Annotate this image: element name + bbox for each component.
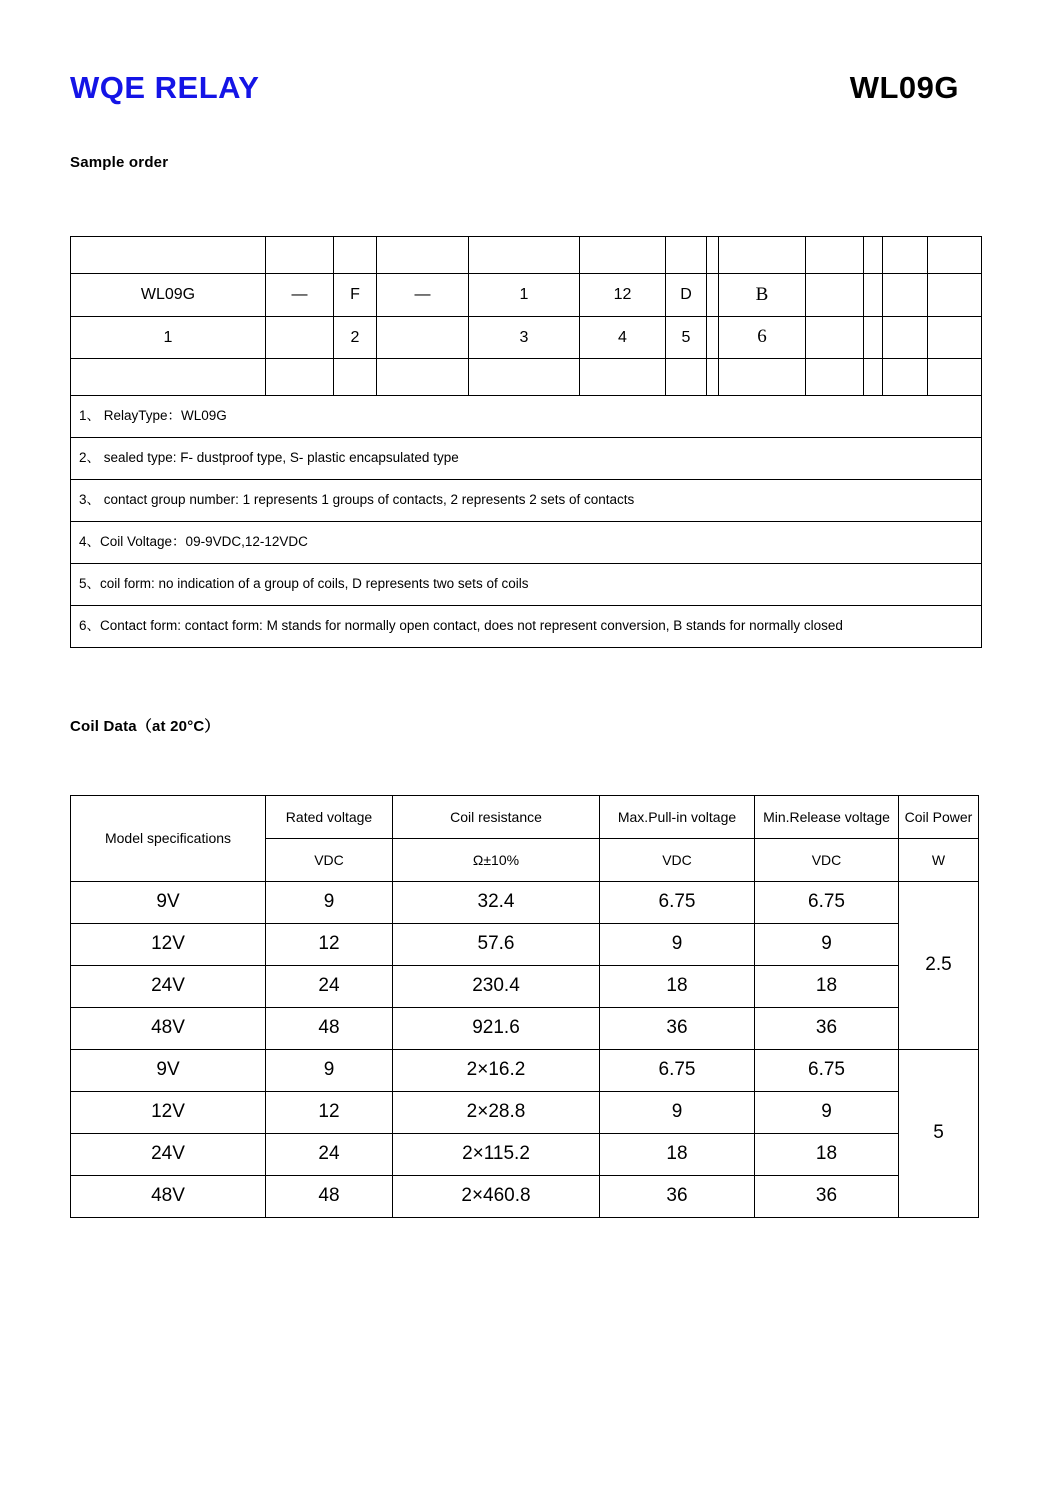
spacer-cell (469, 237, 580, 274)
header-rated-voltage: Rated voltage (266, 796, 393, 839)
cell-blank-1 (806, 274, 864, 317)
brand-title: WQE RELAY (70, 69, 260, 105)
spacer-cell (707, 359, 719, 396)
spacer-cell (707, 237, 719, 274)
spacer-cell (666, 359, 707, 396)
spacer-cell (719, 359, 806, 396)
spacer-cell (666, 237, 707, 274)
table-row-index (71, 317, 982, 359)
spacer-cell (266, 237, 334, 274)
cell-pullin: 6.75 (600, 882, 755, 924)
cell-pullin: 9 (600, 924, 755, 966)
cell-release: 36 (755, 1176, 899, 1218)
cell-coil-power: 2.5 (899, 882, 979, 1050)
cell-relay-type: WL09G (71, 274, 266, 317)
cell-release: 9 (755, 1092, 899, 1134)
table-row (71, 924, 979, 966)
table-row (71, 1008, 979, 1050)
spacer-cell (806, 359, 864, 396)
cell-model: 12V (71, 1092, 266, 1134)
note-row (71, 606, 982, 648)
cell-coil-power: 5 (899, 1050, 979, 1218)
cell-model: 9V (71, 882, 266, 924)
spacer-cell (864, 237, 883, 274)
cell-resistance: 921.6 (393, 1008, 600, 1050)
header-max-pullin-voltage: Max.Pull-in voltage (600, 796, 755, 839)
cell-release: 6.75 (755, 882, 899, 924)
table-row (71, 1050, 979, 1092)
cell-release: 9 (755, 924, 899, 966)
cell-blank-4 (928, 274, 982, 317)
spacer-cell (883, 359, 928, 396)
cell-release: 6.75 (755, 1050, 899, 1092)
index-blank-3 (883, 317, 928, 359)
model-number-title: WL09G (849, 69, 959, 105)
cell-dash-2: — (377, 274, 469, 317)
header-model-specifications: Model specifications (71, 796, 266, 882)
cell-rated: 12 (266, 924, 393, 966)
index-blank-4 (928, 317, 982, 359)
cell-pullin: 6.75 (600, 1050, 755, 1092)
cell-resistance: 230.4 (393, 966, 600, 1008)
table-row (71, 1134, 979, 1176)
note-item-6: 6、Contact form: contact form: M stands for normally open contact, does not represent conversion, B stands for normally closed (71, 606, 982, 648)
spacer-cell (71, 359, 266, 396)
table-row (71, 1176, 979, 1218)
cell-coil-form: D (666, 274, 707, 317)
note-row (71, 438, 982, 480)
cell-resistance: 57.6 (393, 924, 600, 966)
coil-data-heading: Coil Data（at 20°C） (70, 718, 220, 735)
spacer-cell (266, 359, 334, 396)
note-item-5: 5、coil form: no indication of a group of coils, D represents two sets of coils (71, 564, 982, 606)
cell-resistance: 2×16.2 (393, 1050, 600, 1092)
cell-pullin: 9 (600, 1092, 755, 1134)
index-blank-1 (806, 317, 864, 359)
header-coil-power: Coil Power (899, 796, 979, 839)
cell-contact-group: 1 (469, 274, 580, 317)
table-row-part-code (71, 274, 982, 317)
index-dash-2 (377, 317, 469, 359)
cell-pullin: 36 (600, 1176, 755, 1218)
index-coil-voltage: 4 (580, 317, 666, 359)
cell-release: 36 (755, 1008, 899, 1050)
spacer-cell (334, 237, 377, 274)
coil-data-table (70, 795, 979, 1218)
spacer-cell (580, 237, 666, 274)
cell-rated: 48 (266, 1008, 393, 1050)
spacer-cell (806, 237, 864, 274)
spacer-cell (719, 237, 806, 274)
note-item-4: 4、Coil Voltage：09-9VDC,12-12VDC (71, 522, 982, 564)
spacer-cell (469, 359, 580, 396)
spacer-cell (377, 237, 469, 274)
unit-max-pullin-voltage: VDC (600, 839, 755, 882)
cell-rated: 24 (266, 1134, 393, 1176)
unit-min-release-voltage: VDC (755, 839, 899, 882)
note-row (71, 396, 982, 438)
index-narrow-gap (707, 317, 719, 359)
cell-model: 48V (71, 1008, 266, 1050)
cell-release: 18 (755, 966, 899, 1008)
index-dash-1 (266, 317, 334, 359)
unit-rated-voltage: VDC (266, 839, 393, 882)
cell-rated: 9 (266, 1050, 393, 1092)
note-row (71, 564, 982, 606)
index-contact-group: 3 (469, 317, 580, 359)
spacer-cell (883, 237, 928, 274)
table-header-row-primary (71, 796, 979, 839)
note-item-3: 3、 contact group number: 1 represents 1 groups of contacts, 2 represents 2 sets of contacts (71, 480, 982, 522)
unit-coil-power: W (899, 839, 979, 882)
cell-resistance: 32.4 (393, 882, 600, 924)
cell-model: 48V (71, 1176, 266, 1218)
table-row (71, 1092, 979, 1134)
spacer-cell (377, 359, 469, 396)
table-row (71, 359, 982, 396)
cell-resistance: 2×115.2 (393, 1134, 600, 1176)
header-min-release-voltage: Min.Release voltage (755, 796, 899, 839)
cell-narrow-gap (707, 274, 719, 317)
cell-model: 12V (71, 924, 266, 966)
cell-blank-3 (883, 274, 928, 317)
cell-rated: 9 (266, 882, 393, 924)
cell-pullin: 36 (600, 1008, 755, 1050)
table-row (71, 966, 979, 1008)
note-item-1: 1、 RelayType：WL09G (71, 396, 982, 438)
spacer-cell (334, 359, 377, 396)
index-blank-2 (864, 317, 883, 359)
header-coil-resistance: Coil resistance (393, 796, 600, 839)
cell-rated: 24 (266, 966, 393, 1008)
cell-blank-2 (864, 274, 883, 317)
note-item-2: 2、 sealed type: F- dustproof type, S- plastic encapsulated type (71, 438, 982, 480)
cell-model: 9V (71, 1050, 266, 1092)
unit-coil-resistance: Ω±10% (393, 839, 600, 882)
cell-release: 18 (755, 1134, 899, 1176)
cell-resistance: 2×28.8 (393, 1092, 600, 1134)
cell-rated: 48 (266, 1176, 393, 1218)
spacer-cell (580, 359, 666, 396)
sample-order-heading: Sample order (70, 154, 169, 171)
cell-model: 24V (71, 966, 266, 1008)
cell-pullin: 18 (600, 966, 755, 1008)
index-contact-form: 6 (719, 317, 806, 359)
cell-pullin: 18 (600, 1134, 755, 1176)
cell-sealed-type: F (334, 274, 377, 317)
spacer-cell (864, 359, 883, 396)
note-row (71, 522, 982, 564)
cell-model: 24V (71, 1134, 266, 1176)
index-coil-form: 5 (666, 317, 707, 359)
page-header (70, 62, 959, 112)
cell-contact-form: B (719, 274, 806, 317)
cell-dash-1: — (266, 274, 334, 317)
cell-resistance: 2×460.8 (393, 1176, 600, 1218)
spacer-cell (928, 237, 982, 274)
sample-order-table (70, 236, 982, 648)
spacer-cell (71, 237, 266, 274)
index-sealed-type: 2 (334, 317, 377, 359)
spacer-cell (928, 359, 982, 396)
note-row (71, 480, 982, 522)
cell-rated: 12 (266, 1092, 393, 1134)
table-row (71, 237, 982, 274)
index-relay-type: 1 (71, 317, 266, 359)
cell-coil-voltage: 12 (580, 274, 666, 317)
table-row (71, 882, 979, 924)
